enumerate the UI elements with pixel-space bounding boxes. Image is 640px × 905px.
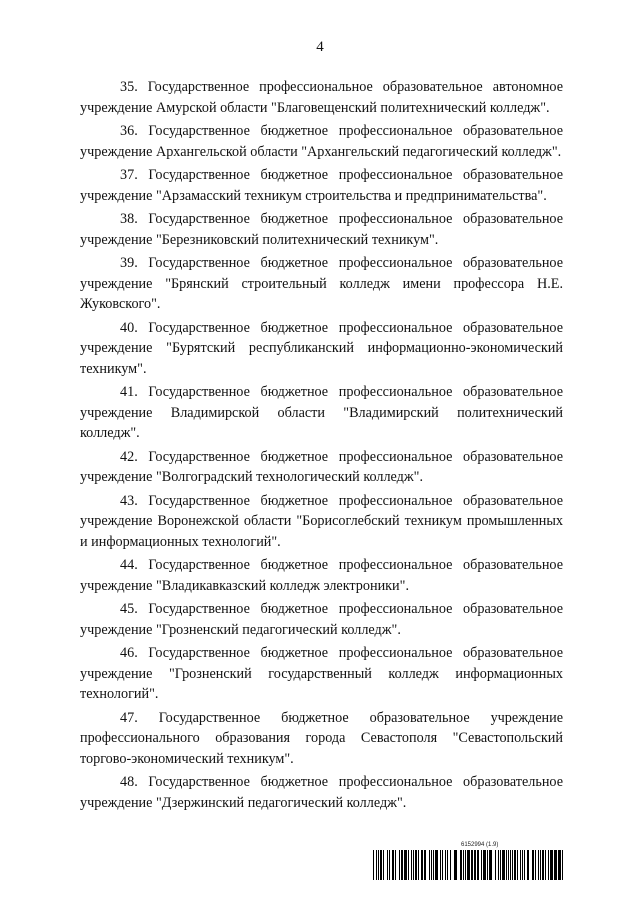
page-number: 4 — [316, 39, 324, 55]
list-item: 35. Государственное профессиональное образовательное автономное учреждение Амурской области "Благовещенский политехнический колледж". — [80, 79, 563, 116]
list-item: 38. Государственное бюджетное профессиональное образовательное учреждение "Березниковский политехнический техникум". — [80, 211, 563, 248]
list-item: 46. Государственное бюджетное профессиональное образовательное учреждение "Грозненский государственный колледж информационных технологий". — [80, 645, 563, 702]
document-footer — [373, 842, 563, 880]
list-item: 43. Государственное бюджетное профессиональное образовательное учреждение Воронежской области "Борисоглебский техникум промышленных и информационных технологий". — [80, 492, 563, 550]
list-item: 37. Государственное бюджетное профессиональное образовательное учреждение "Арзамасский техникум строительства и предпринимательства". — [80, 167, 563, 204]
list-item: 40. Государственное бюджетное профессиональное образовательное учреждение "Бурятский республиканский информационно-экономический техникум". — [80, 319, 563, 377]
list-item: 48. Государственное бюджетное профессиональное образовательное учреждение "Дзержинский педагогический колледж". — [80, 774, 563, 811]
list-item: 36. Государственное бюджетное профессиональное образовательное учреждение Архангельской области "Архангельский педагогический колледж". — [80, 123, 563, 160]
list-item: 45. Государственное бюджетное профессиональное образовательное учреждение "Грозненский педагогический колледж". — [80, 601, 563, 638]
barcode-icon — [373, 850, 563, 880]
document-code: 6152994 (1.9) — [461, 842, 499, 848]
list-item: 42. Государственное бюджетное профессиональное образовательное учреждение "Волгоградский технологический колледж". — [80, 448, 563, 485]
list-item: 44. Государственное бюджетное профессиональное образовательное учреждение "Владикавказский колледж электроники". — [80, 557, 563, 594]
document-body — [80, 77, 563, 816]
list-item: 47. Государственное бюджетное образовательное учреждение профессионального образования города Севастополя "Севастопольский торгово-экономический техникум". — [80, 709, 563, 767]
list-item: 41. Государственное бюджетное профессиональное образовательное учреждение Владимирской области "Владимирский политехнический колледж". — [80, 384, 563, 441]
list-item: 39. Государственное бюджетное профессиональное образовательное учреждение "Брянский строительный колледж имени профессора Н.Е. Жуковского". — [80, 255, 563, 312]
